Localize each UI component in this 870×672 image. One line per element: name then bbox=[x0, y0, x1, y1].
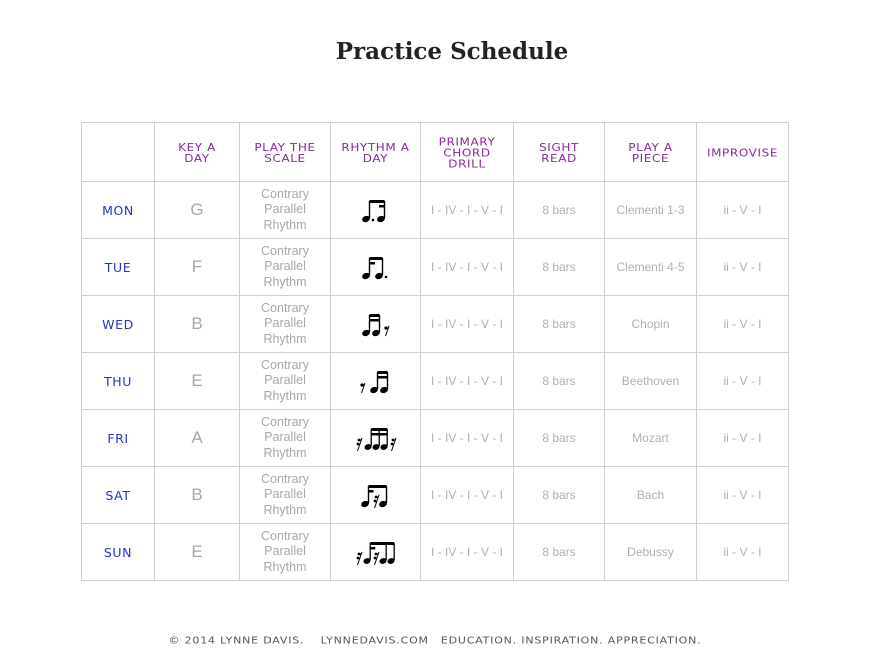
key-cell: G bbox=[155, 182, 240, 239]
header-primary-chord-drill: PRIMARY CHORD DRILL bbox=[421, 125, 514, 178]
key-cell: E bbox=[155, 353, 240, 410]
footer-site: LYNNEDAVIS.COM bbox=[320, 634, 429, 647]
header-play-a-piece: PLAY A PIECE bbox=[605, 125, 697, 178]
scale-cell: Contrary Parallel Rhythm bbox=[240, 524, 331, 581]
footer-copyright: © 2014 LYNNE DAVIS. bbox=[168, 634, 305, 647]
page-title: Practice Schedule bbox=[335, 38, 569, 65]
improvise-cell: ii - V - I bbox=[697, 182, 789, 239]
table-row bbox=[82, 239, 789, 296]
key-cell: B bbox=[155, 467, 240, 524]
sixteenth-rest-eighth-icon bbox=[356, 480, 396, 510]
piece-cell: Mozart bbox=[605, 410, 697, 467]
dotted-eighth-sixteen-icon bbox=[356, 195, 396, 225]
day-label: WED bbox=[82, 296, 155, 353]
header-blank bbox=[82, 125, 155, 178]
scale-cell: Contrary Parallel Rhythm bbox=[240, 410, 331, 467]
header-key-a-day: KEY A DAY bbox=[155, 125, 240, 178]
header-sight-read: SIGHT READ bbox=[514, 125, 605, 178]
piece-cell: Beethoven bbox=[605, 353, 697, 410]
key-cell: A bbox=[155, 410, 240, 467]
piece-cell: Clementi 1-3 bbox=[605, 182, 697, 239]
table-row bbox=[82, 353, 789, 410]
chord-cell: I - IV - I - V - I bbox=[421, 239, 514, 296]
improvise-cell: ii - V - I bbox=[697, 296, 789, 353]
day-label: TUE bbox=[82, 239, 155, 296]
sight-cell: 8 bars bbox=[514, 524, 605, 581]
rhythm-cell bbox=[331, 353, 421, 410]
improvise-cell: ii - V - I bbox=[697, 524, 789, 581]
key-cell: B bbox=[155, 296, 240, 353]
piece-cell: Chopin bbox=[605, 296, 697, 353]
chord-cell: I - IV - I - V - I bbox=[421, 182, 514, 239]
table-row bbox=[82, 410, 789, 467]
two-sixteenths-rest-icon bbox=[356, 309, 396, 339]
rhythm-cell bbox=[331, 410, 421, 467]
chord-cell: I - IV - I - V - I bbox=[421, 353, 514, 410]
sight-cell: 8 bars bbox=[514, 467, 605, 524]
header-improvise: IMPROVISE bbox=[697, 125, 789, 178]
rhythm-cell bbox=[331, 182, 421, 239]
piece-cell: Debussy bbox=[605, 524, 697, 581]
improvise-cell: ii - V - I bbox=[697, 353, 789, 410]
improvise-cell: ii - V - I bbox=[697, 410, 789, 467]
table-row bbox=[82, 182, 789, 239]
rhythm-cell bbox=[331, 296, 421, 353]
sight-cell: 8 bars bbox=[514, 410, 605, 467]
chord-cell: I - IV - I - V - I bbox=[421, 467, 514, 524]
table-row bbox=[82, 524, 789, 581]
piece-cell: Clementi 4-5 bbox=[605, 239, 697, 296]
rhythm-cell bbox=[331, 239, 421, 296]
rhythm-cell bbox=[331, 524, 421, 581]
key-cell: E bbox=[155, 524, 240, 581]
scale-cell: Contrary Parallel Rhythm bbox=[240, 296, 331, 353]
rest-two-sixteenths-icon bbox=[356, 366, 396, 396]
scale-cell: Contrary Parallel Rhythm bbox=[240, 182, 331, 239]
sight-cell: 8 bars bbox=[514, 182, 605, 239]
piece-cell: Bach bbox=[605, 467, 697, 524]
scale-cell: Contrary Parallel Rhythm bbox=[240, 353, 331, 410]
day-label: MON bbox=[82, 182, 155, 239]
scale-cell: Contrary Parallel Rhythm bbox=[240, 467, 331, 524]
scale-cell: Contrary Parallel Rhythm bbox=[240, 239, 331, 296]
footer bbox=[0, 635, 870, 646]
chord-cell: I - IV - I - V - I bbox=[421, 524, 514, 581]
rest-sixteenth-rest-eighths-icon bbox=[354, 537, 398, 567]
sight-cell: 8 bars bbox=[514, 296, 605, 353]
day-label: FRI bbox=[82, 410, 155, 467]
day-label: SAT bbox=[82, 467, 155, 524]
footer-tagline: EDUCATION. INSPIRATION. APPRECIATION. bbox=[440, 634, 702, 647]
day-label: SUN bbox=[82, 524, 155, 581]
sight-cell: 8 bars bbox=[514, 353, 605, 410]
rhythm-cell bbox=[331, 467, 421, 524]
practice-schedule-table bbox=[81, 122, 789, 581]
sixteen-dotted-eighth-icon bbox=[356, 252, 396, 282]
header-rhythm-a-day: RHYTHM A DAY bbox=[331, 125, 421, 178]
rest-three-sixteenths-rest-icon bbox=[354, 423, 398, 453]
day-label: THU bbox=[82, 353, 155, 410]
header-row bbox=[82, 123, 789, 182]
chord-cell: I - IV - I - V - I bbox=[421, 296, 514, 353]
table-row bbox=[82, 296, 789, 353]
table-row bbox=[82, 467, 789, 524]
improvise-cell: ii - V - I bbox=[697, 239, 789, 296]
improvise-cell: ii - V - I bbox=[697, 467, 789, 524]
chord-cell: I - IV - I - V - I bbox=[421, 410, 514, 467]
header-play-the-scale: PLAY THE SCALE bbox=[240, 125, 331, 178]
sight-cell: 8 bars bbox=[514, 239, 605, 296]
key-cell: F bbox=[155, 239, 240, 296]
